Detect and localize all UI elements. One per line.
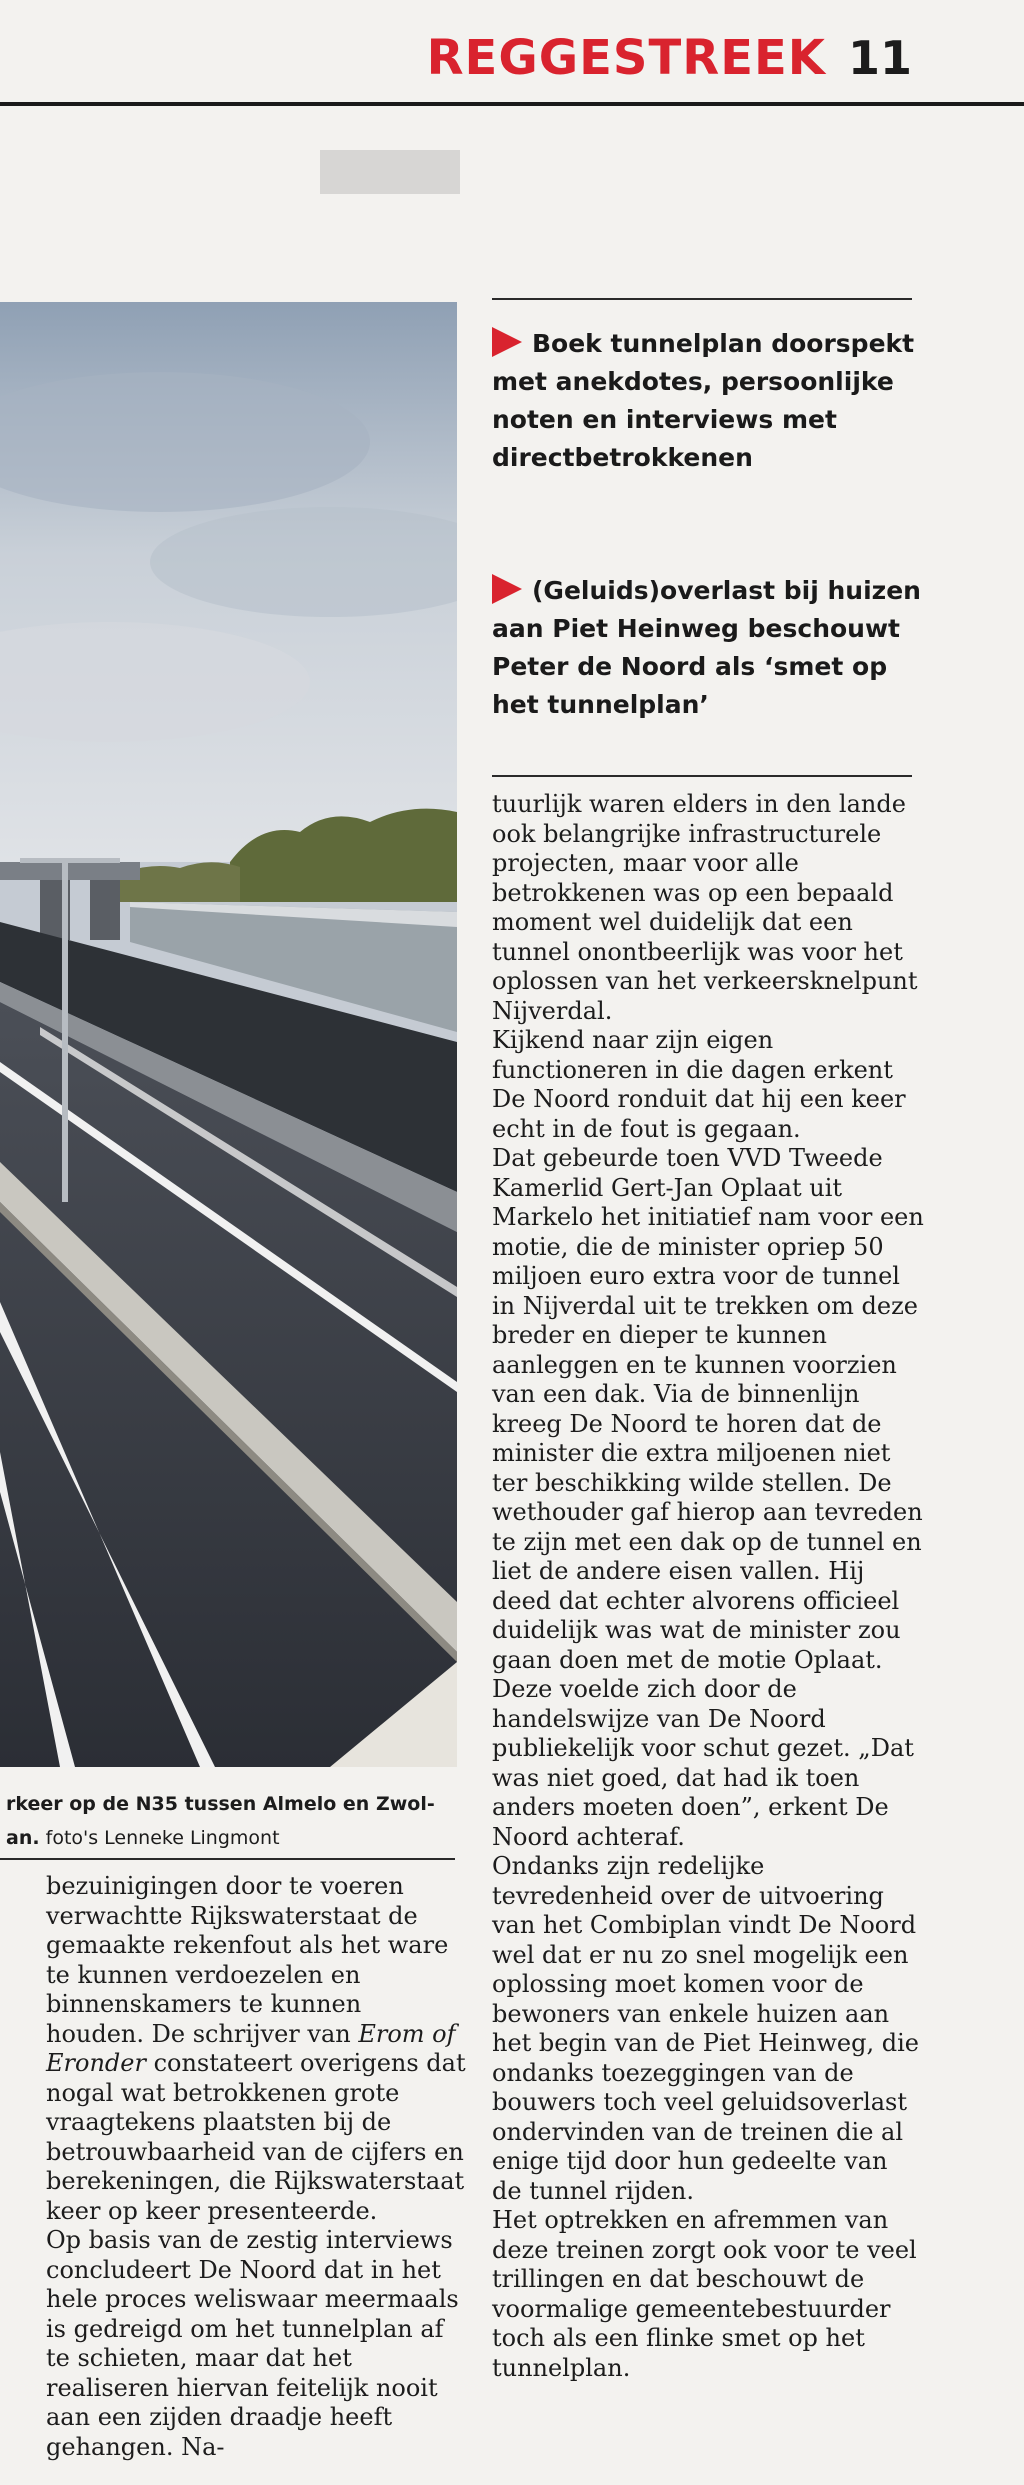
- caption-line-1: rkeer op de N35 tussen Almelo en Zwol-: [6, 1793, 435, 1815]
- photo-credit: foto's Lenneke Lingmont: [45, 1827, 280, 1849]
- paragraph-part: constateert overigens dat nogal wat betrokkenen grote vraagtekens plaatsten bij de betrouwbaarheid van de cijfers en berekeningen, die Rijkswaterstaat keer op keer presenteerde.: [46, 2049, 466, 2225]
- paragraph: Ondanks zijn redelijke tevredenheid over de uitvoering van het Combiplan vindt De Noord wel dat er nu zo snel mogelijk een oplossing moet komen voor de bewoners van enkele huizen aan het begin van de Piet Heinweg, die ondanks toezeggingen van de bouwers toch veel geluidsoverlast ondervinden van de treinen die al enige tijd door hun gedeelte van de tunnel rijden.: [492, 1852, 919, 2205]
- pull-quote-2: [492, 572, 922, 724]
- red-triangle-icon: [492, 574, 522, 604]
- pull-quote-2-text: (Geluids)overlast bij huizen aan Piet Heinweg beschouwt Peter de Noord als ‘smet op het tunnelplan’: [492, 576, 921, 719]
- paragraph: Kijkend naar zijn eigen functioneren in die dagen erkent De Noord ronduit dat hij een keer echt in de fout is gegaan.: [492, 1026, 906, 1143]
- header-rule: [0, 102, 1024, 106]
- book-title: Erom of Eronder: [46, 2019, 456, 2077]
- page-number: 11: [847, 31, 912, 85]
- bleed-through-text: [440, 150, 920, 310]
- caption-rule: [0, 1858, 455, 1860]
- paragraph: Op basis van de zestig interviews concludeert De Noord dat in het hele proces weliswaar meermaals is gedreigd om het tunnelplan af te schieten, maar dat het realiseren hiervan feitelijk nooit aan een zijden draadje heeft gehangen. Na-: [46, 2226, 459, 2461]
- page-header: [0, 18, 1024, 98]
- bleed-through-tag: [320, 150, 460, 194]
- photo-caption: [6, 1787, 458, 1855]
- paragraph: tuurlijk waren elders in den lande ook belangrijke infrastructurele projecten, maar voor alle betrokkenen was op een bepaald moment wel duidelijk dat een tunnel onontbeerlijk was voor het oplossen van het verkeersknelpunt Nijverdal.: [492, 790, 918, 1025]
- article-column-right: [492, 790, 924, 2383]
- red-triangle-icon: [492, 327, 522, 357]
- paragraph-part: bezuinigingen door te voeren verwachtte Rijkswaterstaat de gemaakte rekenfout als het ware te kunnen verdoezelen en binnenskamers te kunnen houden. De schrijver van: [46, 1872, 449, 2048]
- paragraph: [46, 1872, 466, 2226]
- pull-quote-top-rule: [492, 298, 912, 300]
- paragraph: Het optrekken en afremmen van deze treinen zorgt ook voor te veel trillingen en dat beschouwt de voormalige gemeentebestuurder toch als een flinke smet op het tunnelplan.: [492, 2206, 917, 2382]
- caption-line-2: an.: [6, 1827, 40, 1849]
- pull-quote-1-text: Boek tunnelplan doorspekt met anekdotes, persoonlijke noten en interviews met directbetrokkenen: [492, 329, 915, 472]
- paragraph: Dat gebeurde toen VVD Tweede Kamerlid Gert-Jan Oplaat uit Markelo het initiatief nam voor een motie, die de minister opriep 50 miljoen euro extra voor de tunnel in Nijverdal uit te trekken om deze breder en dieper te kunnen aanleggen en te kunnen voorzien van een dak. Via de binnenlijn kreeg De Noord te horen dat de minister die extra miljoenen niet ter beschikking wilde stellen. De wethouder gaf hierop aan tevreden te zijn met een dak op de tunnel en liet de andere eisen vallen. Hij deed dat echter alvorens officieel duidelijk was wat de minister zou gaan doen met de motie Oplaat. Deze voelde zich door de handelswijze van De Noord publiekelijk voor schut gezet. „Dat was niet goed, dat had ik toen anders moeten doen”, erkent De Noord achteraf.: [492, 1144, 924, 1851]
- pull-quote-1: [492, 325, 922, 477]
- section-title: REGGESTREEK: [426, 30, 826, 86]
- pull-quote-bottom-rule: [492, 775, 912, 777]
- tunnel-photo: [0, 302, 457, 1767]
- article-column-left: [46, 1872, 466, 2462]
